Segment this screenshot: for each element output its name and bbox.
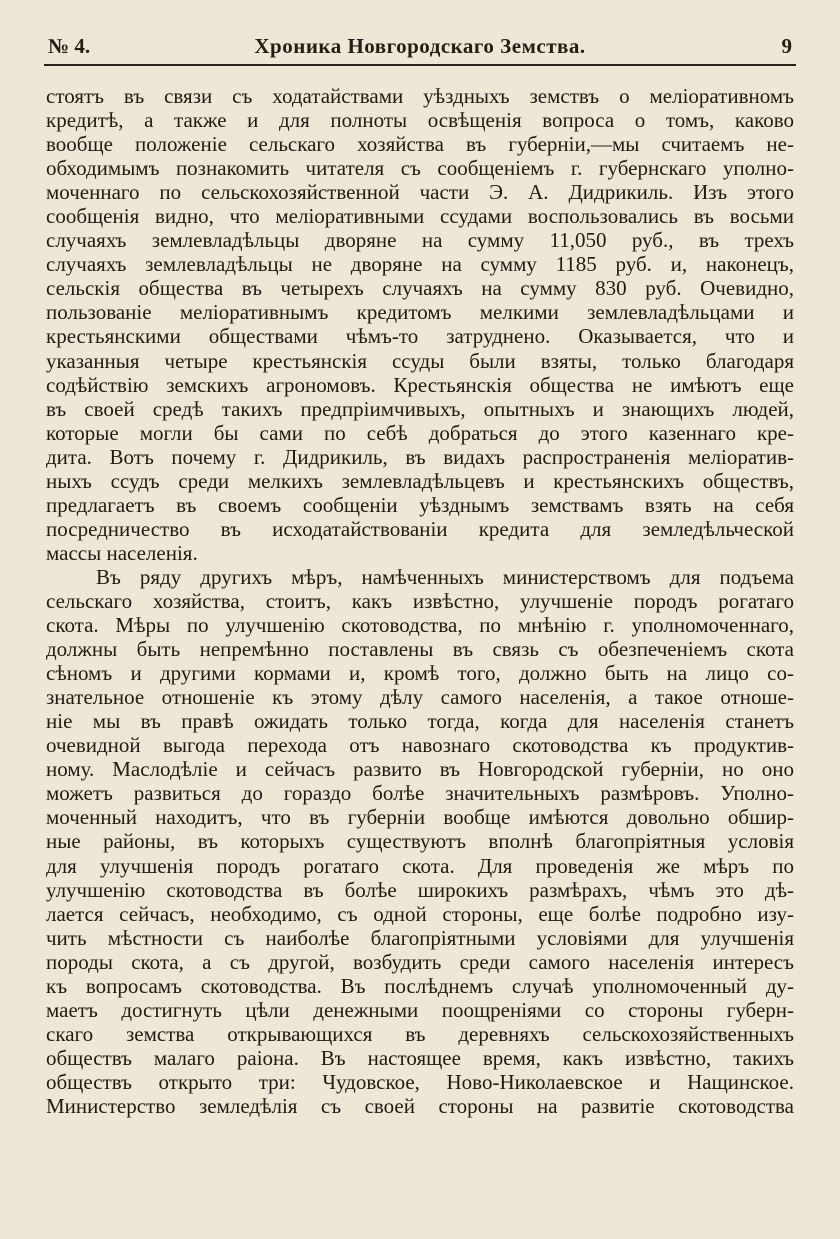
text-line: породы скота, а съ другой, возбудить среди самого населенія интересъ [46, 949, 794, 974]
text-line: обходимымъ познакомить читателя съ сообщеніемъ г. губернскаго уполно- [46, 156, 794, 181]
text-line: должны быть непремѣнно поставлены въ связь съ обезпеченіемъ скота [46, 637, 794, 662]
page-number: 9 [781, 34, 792, 58]
text-line: можетъ развиться до гораздо болѣе значительныхъ размѣровъ. Уполно- [46, 781, 794, 806]
issue-number: № 4. [48, 34, 91, 58]
header-rule [44, 64, 796, 66]
text-line: очевидной выгода перехода отъ навознаго скотоводства къ продуктив- [46, 733, 794, 758]
text-line: ные районы, въ которыхъ существуютъ вполнѣ благопріятныя условія [46, 829, 794, 854]
text-line: сельскія общества въ четырехъ случаяхъ на сумму 830 руб. Очевидно, [46, 276, 794, 301]
text-line: въ своей средѣ такихъ предпріимчивыхъ, опытныхъ и знающихъ людей, [46, 396, 794, 421]
text-line: чить мѣстности съ наиболѣе благопріятными условіями для улучшенія [46, 925, 794, 950]
text-line: лается сейчасъ, необходимо, съ одной стороны, еще болѣе подробно изу- [46, 901, 794, 926]
text-line: маетъ достигнуть цѣли денежными поощреніями со стороны губерн- [46, 997, 794, 1022]
running-header [44, 30, 796, 66]
text-line: моченнаго по сельскохозяйственной части Э. А. Дидрикиль. Изъ этого [46, 180, 794, 205]
text-line: сообщенія видно, что меліоративными ссудами воспользовались въ восьми [46, 204, 794, 229]
text-line: для улучшенія породъ рогатаго скота. Для проведенія же мѣръ по [46, 853, 794, 878]
text-line: которые могли бы сами по себѣ добраться до этого казеннаго кре- [46, 420, 794, 445]
body-text [46, 84, 794, 1118]
text-line: скота. Мѣры по улучшенію скотоводства, по мнѣнію г. уполномоченнаго, [46, 613, 794, 638]
text-line: сельскаго хозяйства, стоитъ, какъ извѣстно, улучшеніе породъ рогатаго [46, 588, 794, 613]
text-line: къ вопросамъ скотоводства. Въ послѣднемъ случаѣ уполномоченный ду- [46, 973, 794, 998]
text-line: посредничество въ исходатайствованіи кредита для земледѣльческой [46, 516, 794, 541]
text-line: сѣномъ и другими кормами и, кромѣ того, должно быть на лицо со- [46, 661, 794, 686]
text-line: скаго земства открывающихся въ деревняхъ сельскохозяйственныхъ [46, 1021, 794, 1046]
text-line: улучшенію скотоводства въ болѣе широкихъ размѣрахъ, чѣмъ это дѣ- [46, 877, 794, 902]
text-line: крестьянскими обществами чѣмъ-то затруднено. Оказывается, что и [46, 324, 794, 349]
text-line: пользованіе меліоративнымъ кредитомъ мелкими землевладѣльцами и [46, 300, 794, 325]
text-line: ному. Маслодѣліе и сейчасъ развито въ Новгородской губерніи, но оно [46, 757, 794, 782]
text-line: Министерство земледѣлія съ своей стороны на развитіе скотоводства [46, 1093, 794, 1118]
text-line: случаяхъ землевладѣльцы не дворяне на сумму 1185 руб. и, наконецъ, [46, 252, 794, 277]
text-line: обществъ открыто три: Чудовское, Ново-Николаевское и Нащинское. [46, 1069, 794, 1094]
text-line: обществъ малаго раіона. Въ настоящее время, какъ извѣстно, такихъ [46, 1045, 794, 1070]
text-line: содѣйствію земскихъ агрономовъ. Крестьянскія общества не имѣютъ еще [46, 372, 794, 397]
paragraph-end-line: массы населенія. [46, 540, 198, 565]
text-line: случаяхъ землевладѣльцы дворяне на сумму 11,050 руб., въ трехъ [46, 228, 794, 253]
text-line: моченный находитъ, что въ губерніи вообще имѣются довольно обшир- [46, 805, 794, 830]
text-line: предлагаетъ въ своемъ сообщеніи уѣзднымъ земствамъ взять на себя [46, 492, 794, 517]
text-line: знательное отношеніе къ этому дѣлу самого населенія, а такое отноше- [46, 685, 794, 710]
text-line: указанныя четыре крестьянскія ссуды были взяты, только благодаря [46, 348, 794, 373]
text-line: вообще положеніе сельскаго хозяйства въ губерніи,—мы считаемъ не- [46, 132, 794, 157]
text-line: ніе мы въ правѣ ожидать только тогда, когда для населенія станетъ [46, 709, 794, 734]
journal-title: Хроника Новгородскаго Земства. [254, 34, 586, 58]
text-line: дита. Вотъ почему г. Дидрикиль, въ видахъ распространенія меліоратив- [46, 444, 794, 469]
text-line: кредитѣ, а также и для полноты освѣщенія вопроса о томъ, каково [46, 108, 794, 133]
text-line: ныхъ ссудъ среди мелкихъ землевладѣльцевъ и крестьянскихъ обществъ, [46, 468, 794, 493]
text-line: стоятъ въ связи съ ходатайствами уѣздныхъ земствъ о меліоративномъ [46, 84, 794, 108]
paragraph-start-line: Въ ряду другихъ мѣръ, намѣченныхъ министерствомъ для подъема [96, 564, 794, 589]
